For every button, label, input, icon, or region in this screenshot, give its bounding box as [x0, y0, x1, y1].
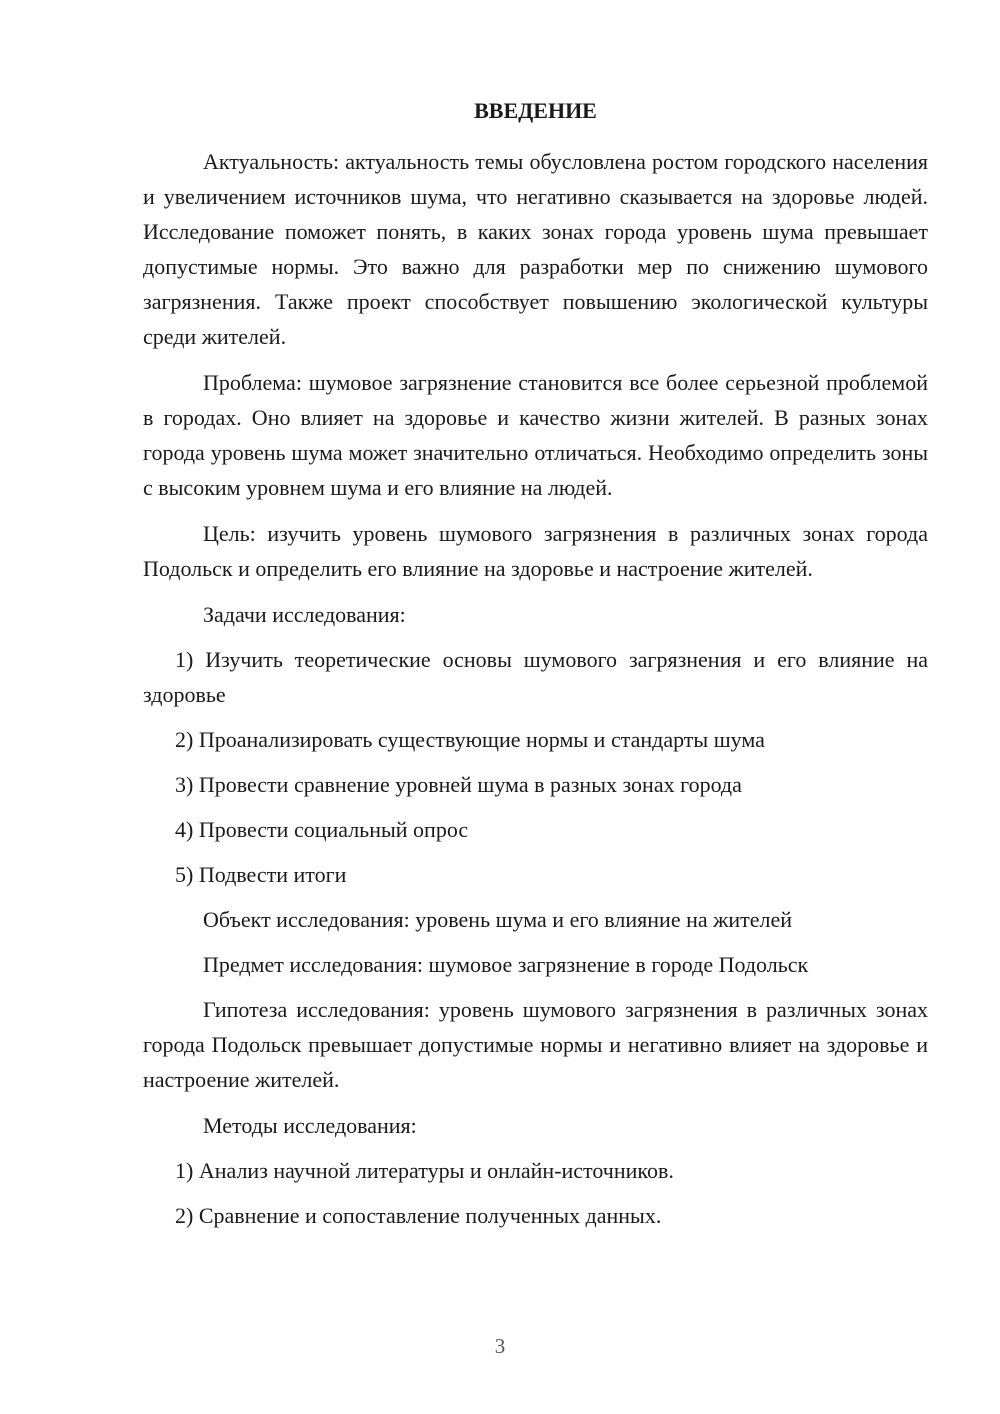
hypothesis-paragraph: Гипотеза исследования: уровень шумового загрязнения в различных зонах города Подольск превышает допустимые нормы и негативно влияет на здоровье и настроение жителей. — [143, 997, 928, 1092]
method-item: 2) Сравнение и сопоставление полученных данных. — [175, 1203, 662, 1228]
section-heading: ВВЕДЕНИЕ — [474, 98, 597, 123]
subject-line: Предмет исследования: шумовое загрязнение в городе Подольск — [203, 952, 809, 977]
task-item: 3) Провести сравнение уровней шума в разных зонах города — [175, 772, 742, 797]
goal-paragraph: Цель: изучить уровень шумового загрязнения в различных зонах города Подольск и определить его влияние на здоровье и настроение жителей. — [143, 521, 928, 581]
object-line: Объект исследования: уровень шума и его влияние на жителей — [203, 907, 792, 932]
problem-paragraph: Проблема: шумовое загрязнение становится все более серьезной проблемой в городах. Оно влияет на здоровье и качество жизни жителей. В разных зонах города уровень шума может значительно отличаться. Необходимо определить зоны с высоким уровнем шума и его влияние на людей. — [143, 370, 928, 500]
task-item: 1) Изучить теоретические основы шумового загрязнения и его влияние на здоровье — [143, 647, 928, 707]
task-item: 2) Проанализировать существующие нормы и стандарты шума — [175, 727, 765, 752]
page-number: 3 — [494, 1334, 506, 1358]
task-item: 5) Подвести итоги — [175, 862, 347, 887]
task-item: 4) Провести социальный опрос — [175, 817, 469, 842]
document-page — [143, 96, 928, 1243]
tasks-label: Задачи исследования: — [203, 602, 406, 627]
methods-label: Методы исследования: — [203, 1113, 417, 1138]
method-item: 1) Анализ научной литературы и онлайн-источников. — [175, 1158, 674, 1183]
relevance-paragraph: Актуальность: актуальность темы обусловлена ростом городского населения и увеличением источников шума, что негативно сказывается на здоровье людей. Исследование поможет понять, в каких зонах города уровень шума превышает допустимые нормы. Это важно для разработки мер по снижению шумового загрязнения. Также проект способствует повышению экологической культуры среди жителей. — [143, 149, 928, 349]
